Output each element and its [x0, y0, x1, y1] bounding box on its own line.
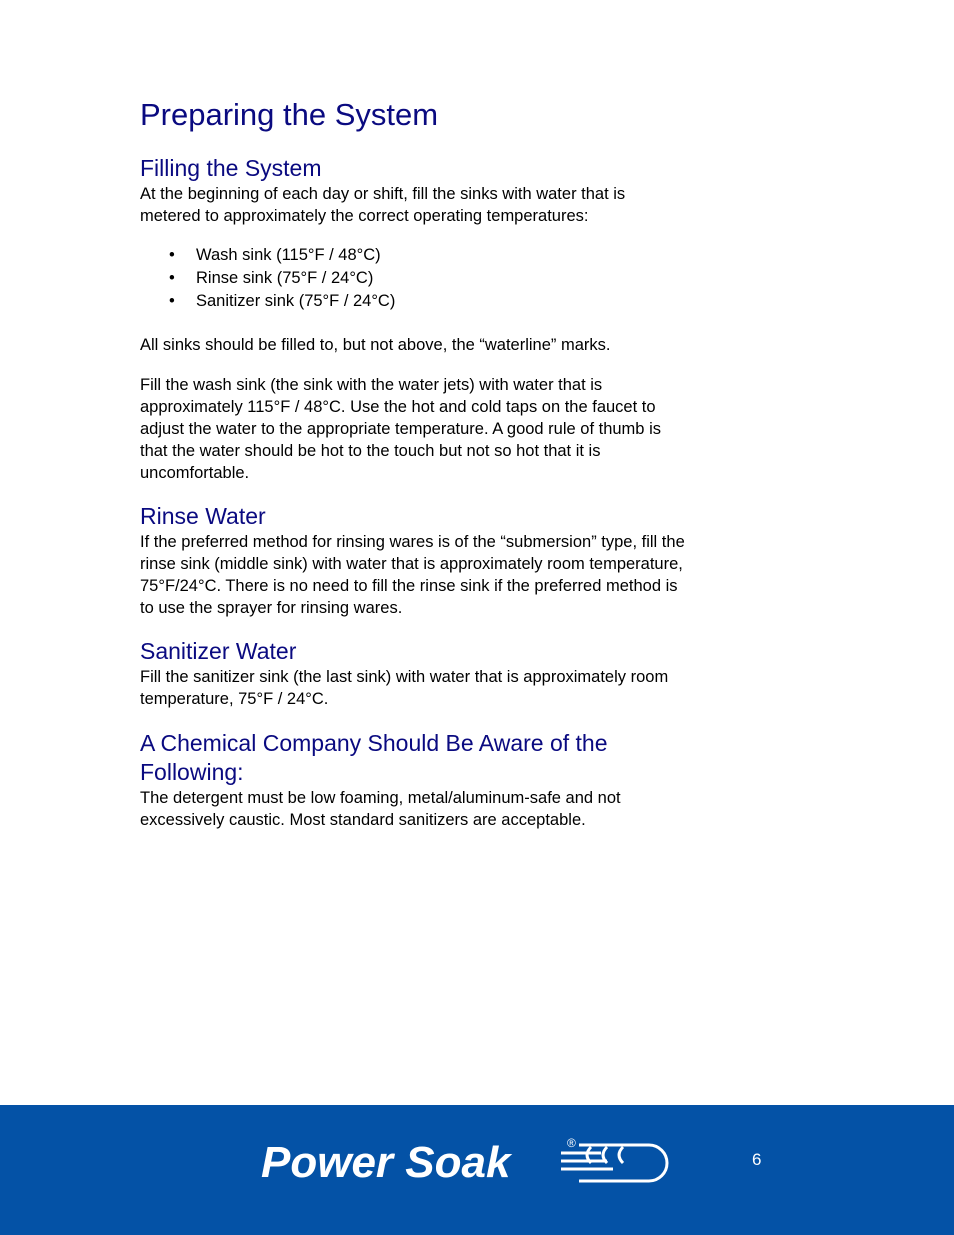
text-line: temperature, 75°F / 24°C.	[140, 690, 329, 708]
text-line: approximately 115°F / 48°C. Use the hot and cold taps on the faucet to	[140, 398, 656, 416]
logo-wordmark: Power Soak	[261, 1138, 511, 1185]
section-filling	[140, 154, 770, 227]
chemical-paragraph	[140, 787, 770, 831]
text-line: that the water should be hot to the touch but not so hot that it is	[140, 442, 601, 460]
list-item: • Sanitizer sink (75°F / 24°C)	[169, 292, 396, 310]
heading-line: A Chemical Company Should Be Aware of the	[140, 730, 608, 756]
heading-line: Following:	[140, 759, 244, 785]
text-line: Fill the wash sink (the sink with the water jets) with water that is	[140, 376, 603, 394]
list-item-text: Rinse sink (75°F / 24°C)	[196, 269, 374, 287]
waterline-note: All sinks should be filled to, but not above, the “waterline” marks.	[140, 336, 611, 354]
text-line: adjust the water to the appropriate temperature. A good rule of thumb is	[140, 420, 661, 438]
text-line: excessively caustic. Most standard sanitizers are acceptable.	[140, 811, 586, 829]
text-line: The detergent must be low foaming, metal/aluminum-safe and not	[140, 789, 621, 807]
text-line: If the preferred method for rinsing wares is of the “submersion” type, fill the	[140, 533, 685, 551]
text-line: rinse sink (middle sink) with water that is approximately room temperature,	[140, 555, 683, 573]
section-rinse	[140, 502, 770, 619]
list-item: • Wash sink (115°F / 48°C)	[169, 246, 381, 264]
page-number: 6	[752, 1150, 762, 1169]
registered-mark: ®	[567, 1136, 576, 1150]
page-title: Preparing the System	[140, 97, 439, 132]
section-heading-chemical	[140, 729, 770, 787]
list-item: • Rinse sink (75°F / 24°C)	[169, 269, 374, 287]
text-line: uncomfortable.	[140, 464, 250, 482]
section-sanitizer	[140, 637, 770, 710]
filling-intro	[140, 183, 770, 227]
section-heading-filling: Filling the System	[140, 155, 322, 181]
sanitizer-paragraph	[140, 666, 770, 710]
sink-temperature-list	[140, 244, 770, 313]
rinse-paragraph	[140, 531, 770, 619]
section-heading-rinse: Rinse Water	[140, 503, 266, 529]
text-line: At the beginning of each day or shift, fill the sinks with water that is	[140, 185, 626, 203]
text-line: 75°F/24°C. There is no need to fill the rinse sink if the preferred method is	[140, 577, 678, 595]
section-heading-sanitizer: Sanitizer Water	[140, 638, 297, 664]
wash-sink-paragraph	[140, 374, 770, 484]
list-item-text: Sanitizer sink (75°F / 24°C)	[196, 292, 396, 310]
section-chemical	[140, 729, 770, 831]
power-soak-logo	[261, 1133, 681, 1185]
list-item-text: Wash sink (115°F / 48°C)	[196, 246, 381, 264]
text-line: to use the sprayer for rinsing wares.	[140, 599, 403, 617]
sink-wave-icon	[561, 1145, 667, 1181]
text-line: Fill the sanitizer sink (the last sink) with water that is approximately room	[140, 668, 669, 686]
text-line: metered to approximately the correct operating temperatures:	[140, 207, 589, 225]
